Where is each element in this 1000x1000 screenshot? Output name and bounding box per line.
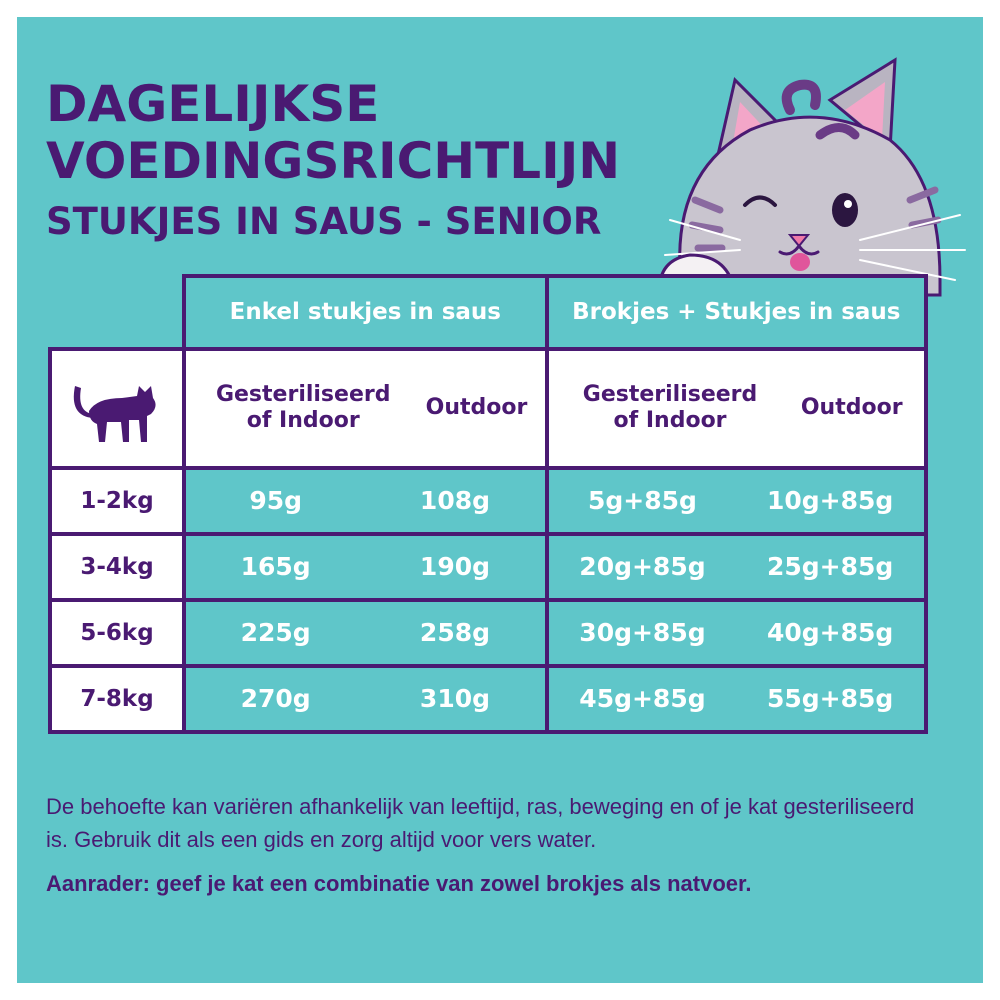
value-sterilised: 95g xyxy=(249,486,302,516)
feeding-note: De behoefte kan variëren afhankelijk van leeftijd, ras, beweging en of je kat gesteriliseerd is. Gebruik dit als een gids en zorg altijd voor vers water. xyxy=(46,794,915,852)
value-outdoor: 258g xyxy=(419,618,491,648)
value-outdoor: 190g xyxy=(419,552,491,582)
weight-cell: 3-4kg xyxy=(50,534,184,600)
table-row xyxy=(50,666,926,732)
table-row xyxy=(50,600,926,666)
table-row xyxy=(50,468,926,534)
title-line-2: VOEDINGSRICHTLIJN xyxy=(46,132,621,190)
wet-only-cell xyxy=(184,600,547,666)
feeding-tip: Aanrader: geef je kat een combinatie van zowel brokjes als natvoer. xyxy=(46,871,752,896)
weight-cell: 1-2kg xyxy=(50,468,184,534)
combined-cell xyxy=(547,534,926,600)
page-subtitle: STUKJES IN SAUS - SENIOR xyxy=(46,200,602,243)
value-outdoor: 108g xyxy=(419,486,491,516)
group-header-wet-only: Enkel stukjes in saus xyxy=(184,276,547,349)
value-sterilised: 270g xyxy=(240,684,311,714)
title-line-1: DAGELIJKSE xyxy=(46,75,380,133)
sub-header-combined xyxy=(547,349,926,468)
sub-header-sterilised: Gesteriliseerd of Indoor xyxy=(215,382,391,434)
combined-cell xyxy=(547,666,926,732)
wet-only-cell xyxy=(184,468,547,534)
wet-only-cell xyxy=(184,666,547,732)
combined-cell xyxy=(547,600,926,666)
value-outdoor: 25g+85g xyxy=(766,552,894,582)
value-outdoor: 40g+85g xyxy=(766,618,894,648)
value-sterilised: 5g+85g xyxy=(588,486,697,516)
weight-cell: 5-6kg xyxy=(50,600,184,666)
sub-header-wet-only xyxy=(184,349,547,468)
value-outdoor: 310g xyxy=(419,684,491,714)
sub-header-outdoor: Outdoor xyxy=(425,395,528,421)
value-sterilised: 20g+85g xyxy=(579,552,706,582)
table-row xyxy=(50,534,926,600)
value-sterilised: 225g xyxy=(240,618,311,648)
cat-icon-cell xyxy=(50,349,184,468)
sub-header-outdoor: Outdoor xyxy=(800,395,903,421)
table-corner xyxy=(50,276,184,349)
feeding-table xyxy=(48,274,928,734)
group-header-combined: Brokjes + Stukjes in saus xyxy=(547,276,926,349)
combined-cell xyxy=(547,468,926,534)
cat-silhouette-icon xyxy=(67,366,167,446)
value-sterilised: 165g xyxy=(240,552,311,582)
weight-cell: 7-8kg xyxy=(50,666,184,732)
page-title xyxy=(46,76,620,190)
sub-header-sterilised: Gesteriliseerd of Indoor xyxy=(582,382,758,434)
wet-only-cell xyxy=(184,534,547,600)
value-outdoor: 10g+85g xyxy=(766,486,894,516)
value-outdoor: 55g+85g xyxy=(766,684,894,714)
value-sterilised: 45g+85g xyxy=(579,684,706,714)
value-sterilised: 30g+85g xyxy=(579,618,706,648)
